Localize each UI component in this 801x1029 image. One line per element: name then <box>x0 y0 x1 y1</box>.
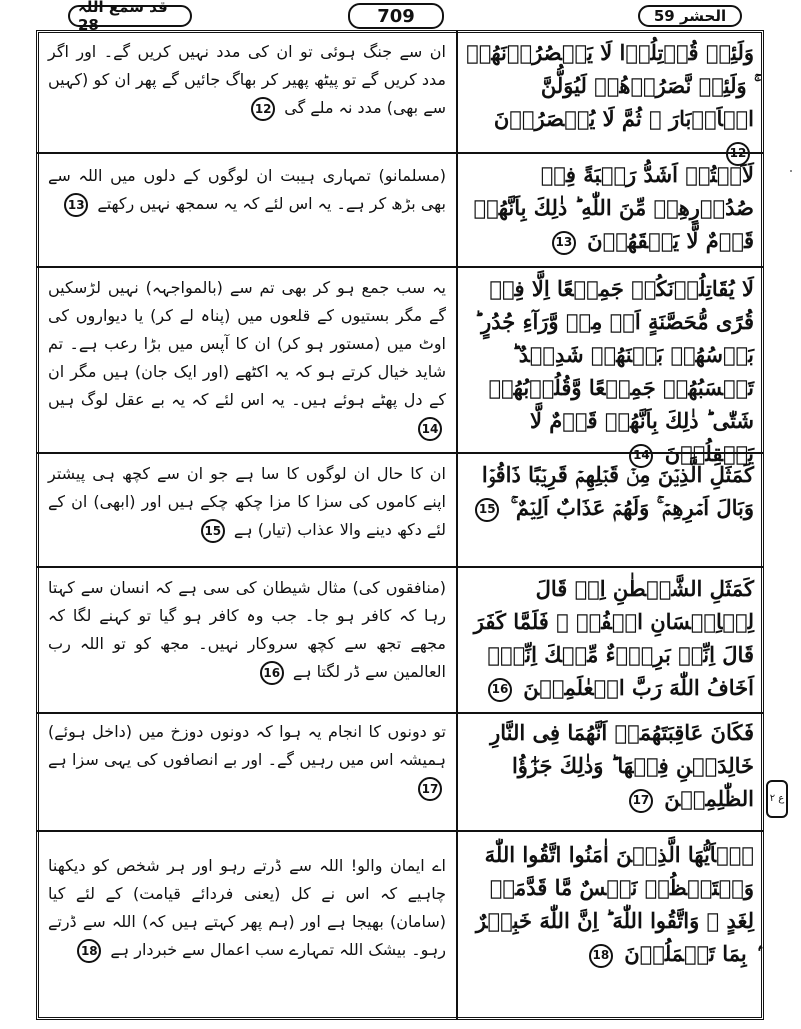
urdu-translation <box>48 162 446 218</box>
verse-separator <box>36 830 764 832</box>
verse-number: 18 <box>589 944 613 968</box>
urdu-translation <box>48 460 446 544</box>
verse-separator <box>36 452 764 454</box>
arabic-verse <box>466 158 754 257</box>
verse-number: 16 <box>260 661 284 685</box>
verse-separator <box>36 266 764 268</box>
margin-mark <box>790 170 792 172</box>
verse-separator <box>36 566 764 568</box>
urdu-text: تو دونوں کا انجام یہ ہوا کہ دونوں دوزخ میں (داخل ہوئے) ہمیشہ اس میں رہیں گے۔ اور بے انصافوں کی یہی سزا ہے <box>48 722 446 769</box>
verse-number: 16 <box>488 678 512 702</box>
urdu-translation <box>48 274 446 442</box>
urdu-text: ان سے جنگ ہوئی تو ان کی مدد نہیں کریں گے۔ اور اگر مدد کریں گے تو پیٹھ پھیر کر بھاگ جائیں گے پھر ان کو (کہیں سے بھی) مدد نہ ملے گی <box>48 42 446 117</box>
verse-number: 17 <box>418 777 442 801</box>
urdu-text: ان کا حال ان لوگوں کا سا ہے جو ان سے کچھ ہی پیشتر اپنے کاموں کی سزا کا مزا چکھ چکے ہیں اور (ابھی) ان کے لئے دکھ دینے والا عذاب (تیار) ہے <box>48 464 446 539</box>
verse-number: 12 <box>251 97 275 121</box>
page-number <box>348 3 444 29</box>
arabic-verse <box>466 458 754 524</box>
surah-label <box>638 5 742 27</box>
verse-number: 14 <box>418 417 442 441</box>
surah-text: الحشر 59 <box>653 7 727 25</box>
urdu-text: (مسلمانو) تمہاری ہیبت ان لوگوں کے دلوں میں اللہ سے بھی بڑھ کر ہے۔ یہ اس لئے کہ یہ سمجھ نہیں رکھتے <box>48 166 446 213</box>
urdu-text: (منافقوں کی) مثال شیطان کی سی ہے کہ انسان سے کہتا رہا کہ کافر ہو جا۔ جب وہ کافر ہو گیا تو کہنے لگا کہ مجھے تجھ سے کچھ سروکار نہیں۔ مجھ کو تو اللہ رب العالمین سے ڈر لگتا ہے <box>48 578 446 681</box>
arabic-verse <box>466 272 754 470</box>
verse-number: 15 <box>201 519 225 543</box>
arabic-verse <box>466 716 754 815</box>
arabic-text: كَمَثَلِ الَّذِيۡنَ مِنۡ قَبۡلِهِمۡ قَرِيۡبًا ذَاقُوۡا وَبَالَ اَمۡرِهِمۡ ۚ وَلَهُمۡ عَذَابٌ اَلِيۡمٌ ۚ <box>481 462 754 520</box>
verse-number: 15 <box>475 498 499 522</box>
verse-number: 17 <box>629 789 653 813</box>
arabic-verse <box>466 838 754 970</box>
verse-number: 14 <box>629 444 653 468</box>
verse-number: 13 <box>64 193 88 217</box>
arabic-text: يٰۤاَيُّهَا الَّذِيۡنَ اٰمَنُوا اتَّقُوا اللّٰهَ وَلۡتَنۡظُرۡ نَفۡسٌ مَّا قَدَّمَتۡ لِغَدٍ ۚ وَاتَّقُوا اللّٰهَ ؕ اِنَّ اللّٰهَ خَبِيۡرٌ ۢ بِمَا تَعۡمَلُوۡنَ <box>475 842 754 966</box>
verse-number: 18 <box>77 939 101 963</box>
urdu-text: اے ایمان والو! اللہ سے ڈرتے رہو اور ہر شخص کو دیکھنا چاہیے کہ اس نے کل (یعنی فردائے قیامت) کے لئے کیا (سامان) بھیجا ہے اور (ہم پھر کہتے ہیں کہ) اللہ سے ڈرتے رہو۔ بیشک اللہ تمہارے سب اعمال سے خبردار ہے <box>48 856 446 959</box>
column-divider <box>456 30 458 1020</box>
page-number-text: 709 <box>377 5 415 27</box>
arabic-text: فَكَانَ عَاقِبَتَهُمَاۤ اَنَّهُمَا فِى النَّارِ خَالِدَيۡنِ فِيۡهَا ؕ وَذٰلِكَ جَزٰٓؤُا الظّٰلِمِيۡنَ <box>490 720 754 811</box>
arabic-text: لَاَنۡتُمۡ اَشَدُّ رَهۡبَةً فِىۡ صُدُوۡرِهِمۡ مِّنَ اللّٰهِ ؕ ذٰلِكَ بِاَنَّهُمۡ قَوۡمٌ لَّا يَفۡقَهُوۡنَ <box>473 162 754 253</box>
verse-separator <box>36 152 764 154</box>
urdu-translation <box>48 852 446 964</box>
juz-label <box>68 0 192 34</box>
verse-number: 12 <box>726 142 750 166</box>
urdu-translation <box>48 718 446 802</box>
urdu-translation <box>48 574 446 686</box>
arabic-text: وَلَئِنۡ قُوۡتِلُوۡا لَا يَنۡصُرُوۡنَهُمۡ ۚ وَلَئِنۡ نَّصَرُوۡهُمۡ لَيُوَلُّنَّ الۡاَدۡبَارَ ۙ ثُمَّ لَا يُنۡصَرُوۡنَ <box>466 40 754 131</box>
verse-separator <box>36 712 764 714</box>
arabic-text: كَمَثَلِ الشَّيۡطٰنِ اِذۡ قَالَ لِلۡاِنۡسَانِ اكۡفُرۡ ۚ فَلَمَّا كَفَرَ قَالَ اِنِّىۡ بَرِىۡٓءٌ مِّنۡكَ اِنِّىۡۤ اَخَافُ اللّٰهَ رَبَّ الۡعٰلَمِيۡنَ <box>473 576 754 700</box>
arabic-text: لَا يُقَاتِلُوۡنَكُمۡ جَمِيۡعًا اِلَّا فِىۡ قُرًى مُّحَصَّنَةٍ اَوۡ مِنۡ وَّرَآءِ جُدُرٍ ؕ بَاۡسُهُمۡ بَيۡنَهُمۡ شَدِيۡدٌ ؕ تَحۡسَبُهُمۡ جَمِيۡعًا وَّقُلُوۡبُهُمۡ شَتّٰى ؕ ذٰلِكَ بِاَنَّهُمۡ قَوۡمٌ لَّا يَعۡقِلُوۡنَ <box>474 276 754 466</box>
ruku-text: ع ۲ <box>769 793 785 804</box>
arabic-verse <box>466 36 754 168</box>
ruku-marker <box>766 780 788 818</box>
page-header <box>0 0 801 34</box>
urdu-translation <box>48 38 446 122</box>
juz-text: قد سمع اللہ 28 <box>78 0 168 34</box>
arabic-verse <box>466 572 754 704</box>
verse-number: 13 <box>552 231 576 255</box>
urdu-text: یہ سب جمع ہو کر بھی تم سے (بالمواجہہ) نہیں لڑسکیں گے مگر بستیوں کے قلعوں میں (پناہ لے کر) یا دیواروں کی اوٹ میں (مستور ہو کر) ان کا آپس میں بڑا رعب ہے۔ تم شاید خیال کرتے ہو کہ یہ اکٹھے (اور ایک جان) ہیں مگر ان کے دل پھٹے ہوئے ہیں۔ یہ اس لئے کہ یہ بے عقل لوگ ہیں <box>48 278 446 409</box>
